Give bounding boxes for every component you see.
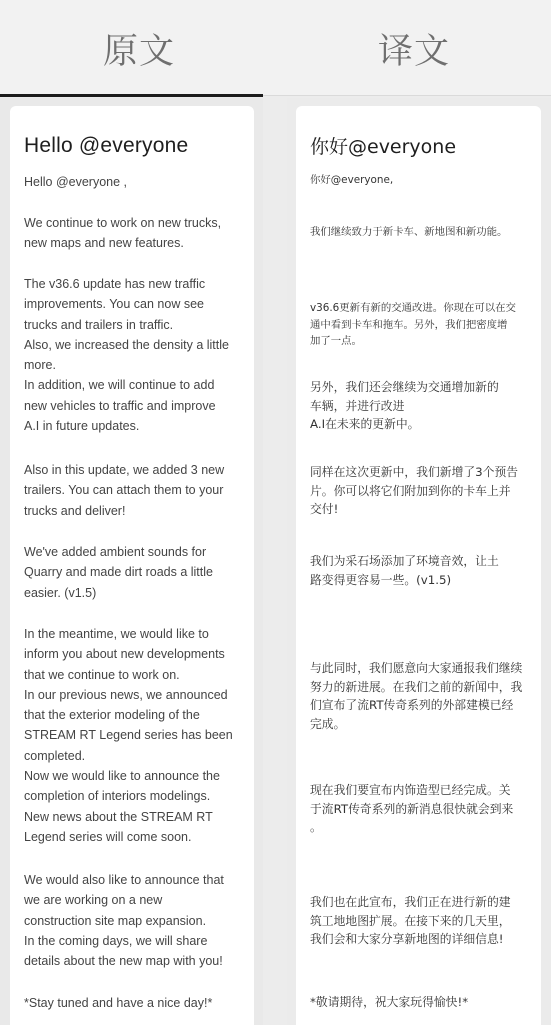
original-paragraph-6: We would also like to announce that we are working on a new construction site map expansion. In the coming days, we will share details about the new map with you! bbox=[24, 873, 224, 969]
tab-original[interactable]: 原文 bbox=[103, 32, 176, 72]
translation-paragraph-3: 另外，我们还会继续为交通增加新的 车辆，并进行改进 A.I在未来的更新中。 bbox=[310, 380, 499, 432]
original-paragraph-2: The v36.6 update has new traffic improvements. You can now see trucks and trailers in traffic. Also, we increased the density a little more. In addition, we will continue to add new vehicles to traffic and improve A.I in future updates. bbox=[24, 277, 229, 434]
tab-translation[interactable]: 译文 bbox=[378, 32, 451, 72]
original-paragraph-7: *Stay tuned and have a nice day!* bbox=[24, 996, 213, 1010]
translation-paragraph-9: *敬请期待，祝大家玩得愉快!* bbox=[310, 995, 469, 1009]
translation-paragraph-7: 现在我们要宣布内饰造型已经完成。关 于流RT传奇系列的新消息很快就会到来 。 bbox=[310, 783, 514, 835]
original-title: Hello @everyone bbox=[24, 134, 189, 157]
original-paragraph-3: Also in this update, we added 3 new trailers. You can attach them to your trucks and deliver! bbox=[24, 463, 225, 518]
translation-paragraph-2: v36.6更新有新的交通改进。你现在可以在交 通中看到卡车和拖车。另外，我们把密度增 加了一点。 bbox=[310, 302, 516, 348]
original-greeting: Hello @everyone , bbox=[24, 175, 128, 189]
translation-paragraph-1: 我们继续致力于新卡车、新地图和新功能。 bbox=[310, 226, 508, 238]
translation-paragraph-8: 我们也在此宣布，我们正在进行新的建 筑工地地图扩展。在接下来的几天里， 我们会和大家分享新地图的详细信息! bbox=[310, 895, 511, 947]
translation-greeting: 你好@everyone, bbox=[310, 174, 394, 186]
original-paragraph-5: In the meantime, we would like to inform you about new developments that we continue to work on. In our previous news, we announced that the exterior modeling of the STREAM RT Legend series has been completed. Now we would like to announce the completion of interiors modelings. New news about the STREAM RT Legend series will come soon. bbox=[24, 627, 233, 844]
translation-panel[interactable] bbox=[287, 98, 551, 1025]
active-tab-indicator bbox=[0, 94, 263, 97]
original-card bbox=[10, 106, 254, 1025]
translation-paragraph-5: 我们为采石场添加了环境音效，让土 路变得更容易一些。(v1.5) bbox=[310, 554, 499, 587]
translation-title: 你好@everyone bbox=[310, 136, 457, 158]
header-divider bbox=[263, 95, 551, 96]
original-paragraph-1: We continue to work on new trucks, new maps and new features. bbox=[24, 216, 222, 251]
translation-card bbox=[296, 106, 541, 1025]
translation-paragraph-6: 与此同时，我们愿意向大家通报我们继续 努力的新进展。在我们之前的新闻中，我 们宣布了流RT传奇系列的外部建模已经 完成。 bbox=[310, 661, 523, 731]
original-paragraph-4: We've added ambient sounds for Quarry and made dirt roads a little easier. (v1.5) bbox=[24, 545, 213, 600]
original-panel[interactable] bbox=[0, 98, 263, 1025]
column-headers bbox=[0, 0, 551, 96]
translation-paragraph-4: 同样在这次更新中，我们新增了3个预告 片。你可以将它们附加到你的卡车上并 交付! bbox=[310, 465, 519, 517]
